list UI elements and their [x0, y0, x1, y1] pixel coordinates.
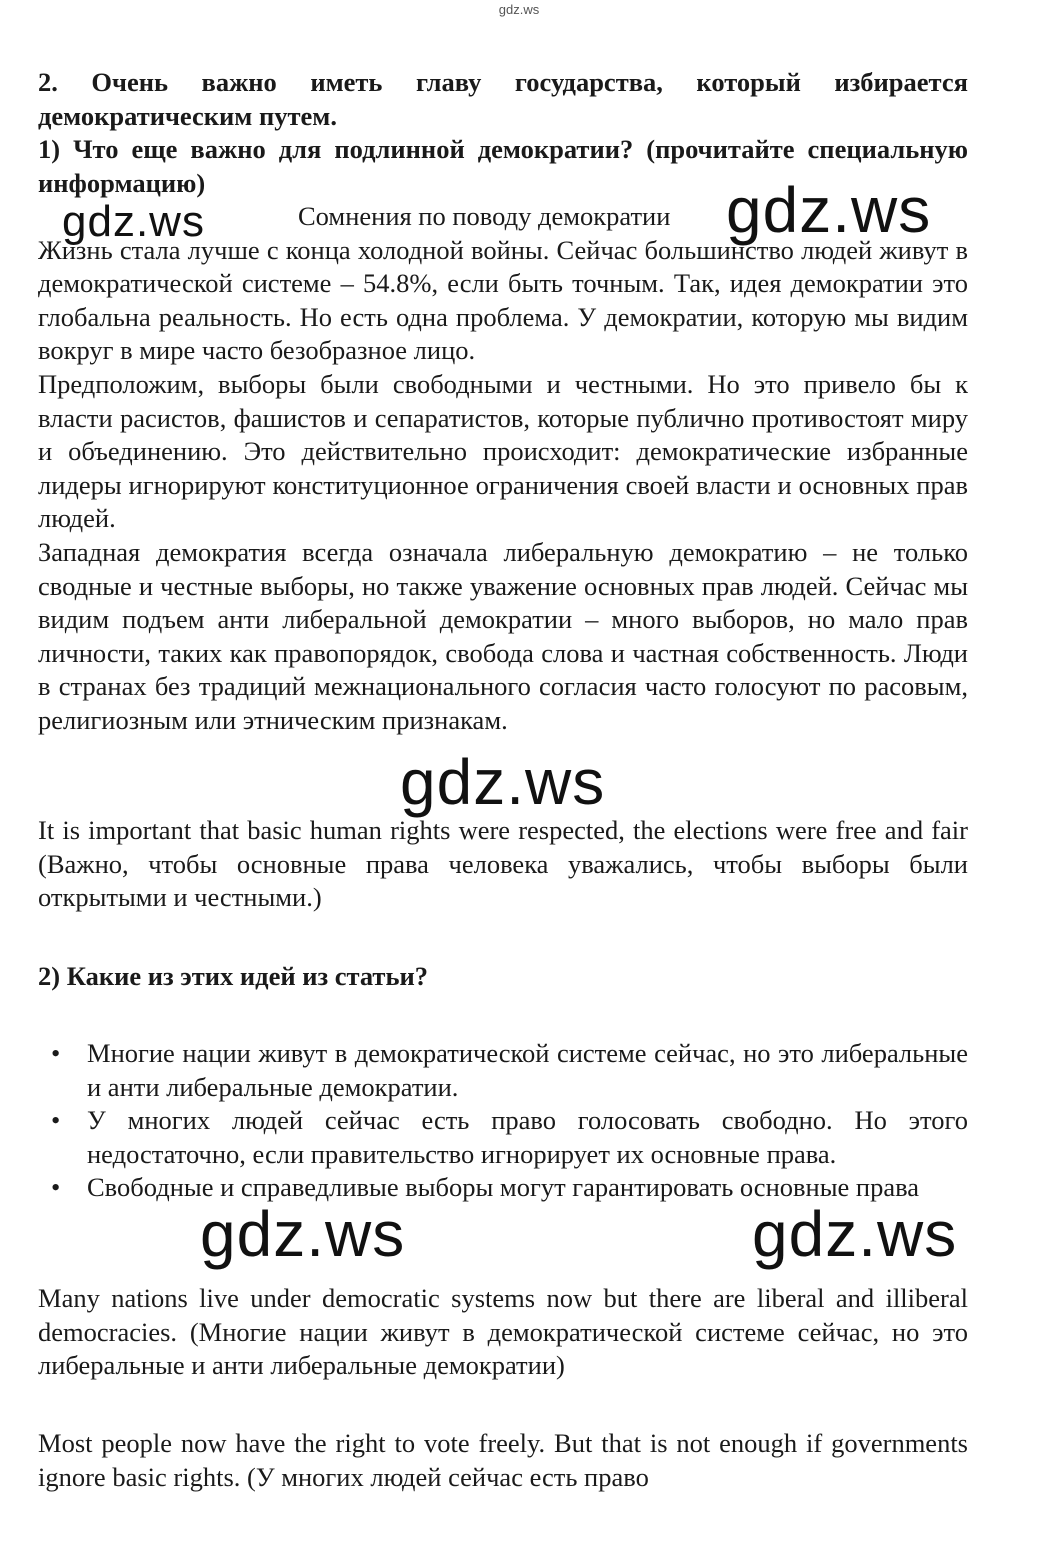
- bullet-icon: •: [51, 1038, 61, 1068]
- top-watermark: gdz.ws: [498, 2, 540, 17]
- watermark-logo: gdz.ws: [400, 746, 606, 818]
- list-item-text: У многих людей сейчас есть право голосовать свободно. Но этого недостаточно, если правительство игнорирует их основные права.: [87, 1105, 968, 1169]
- bullet-icon: •: [51, 1172, 61, 1203]
- list-item-text: Многие нации живут в демократической системе сейчас, но это либеральные и анти либеральные демократии.: [87, 1038, 968, 1102]
- watermark-logo: gdz.ws: [752, 1198, 958, 1270]
- article: [38, 197, 968, 738]
- question-1: 1) Что еще важно для подлинной демократии? (прочитайте специальную информацию): [38, 134, 968, 198]
- question-2-block: [38, 960, 968, 994]
- task-title: 2. Очень важно иметь главу государства, который избирается демократическим путем.: [38, 67, 968, 131]
- bullet-icon: •: [51, 1105, 61, 1136]
- answer-1-text: It is important that basic human rights were respected, the elections were free and fair (Важно, чтобы основные права человека уважались, чтобы выборы были открытыми и честными.): [38, 815, 968, 913]
- answer-3-text: Most people now have the right to vote freely. But that is not enough if governments ignore basic rights. (У многих людей сейчас есть право: [38, 1428, 968, 1492]
- watermark-logo: gdz.ws: [62, 197, 205, 246]
- article-paragraph-1: Жизнь стала лучше с конца холодной войны. Сейчас большинство людей живут в демократической системе – 54.8%, если быть точным. Так, идея демократии это глобальна реальность. Но есть одна проблема. У демократии, которую мы видим вокруг в мире часто безобразное лицо.: [38, 234, 968, 366]
- ideas-list: [38, 1037, 968, 1205]
- watermark-logo: gdz.ws: [726, 174, 932, 246]
- answer-2-text: Many nations live under democratic systems now but there are liberal and illiberal democracies. (Многие нации живут в демократической системе сейчас, но это либеральные и анти либеральные демократии): [38, 1283, 968, 1381]
- list-item: [51, 1037, 968, 1104]
- article-title: Сомнения по поводу демократии: [298, 201, 671, 231]
- article-paragraph-3: Западная демократия всегда означала либеральную демократию – не только сводные и честные выборы, но также уважение основных прав людей. Сейчас мы видим подъем анти либеральной демократии – много выборов, но мало прав личности, таких как правопорядок, свобода слова и частная собственность. Люди в странах без традиций межнационального согласия часто голосуют по расовым, религиозным или этническим признакам.: [38, 536, 968, 735]
- watermark-logo: gdz.ws: [200, 1198, 406, 1270]
- article-paragraph-2: Предположим, выборы были свободными и честными. Но это привело бы к власти расистов, фашистов и сепаратистов, которые публично противостоят миру и объединению. Это действительно происходит: демократические избранные лидеры игнорируют конституционное ограничения своей власти и основных прав людей.: [38, 368, 968, 534]
- list-item-text: Свободные и справедливые выборы могут гарантировать основные права: [87, 1172, 920, 1203]
- list-item: [51, 1104, 968, 1171]
- answer-2: [38, 1282, 968, 1383]
- question-2: 2) Какие из этих идей из статьи?: [38, 961, 428, 991]
- answer-1: [38, 814, 968, 915]
- answer-3: [38, 1427, 968, 1494]
